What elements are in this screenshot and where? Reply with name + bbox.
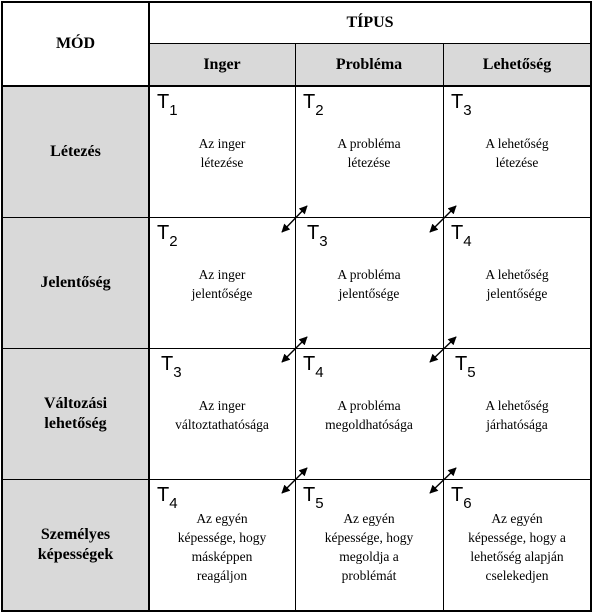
column-header-label: Probléma	[335, 55, 403, 73]
cell-text: A lehetőség jelentősége	[485, 267, 549, 301]
t-label: $T_1$	[157, 91, 178, 119]
cell-text: Az egyén képessége, hogy másképpen reagáljon	[177, 511, 267, 583]
t-label: $T_2$	[303, 91, 324, 119]
double-arrow-icon	[282, 468, 307, 493]
double-arrow-icon	[430, 206, 456, 232]
cell-text: A lehetőség járhatósága	[485, 398, 549, 432]
t-label: $T_6$	[451, 484, 472, 512]
column-header-label: Inger	[203, 55, 241, 73]
t-label: $T_4$	[303, 353, 324, 381]
row-header-label: Változási lehetőség	[43, 394, 108, 432]
double-arrow-icon	[282, 206, 307, 232]
row-header-label: Személyes képességek	[37, 526, 114, 563]
cell-text: A probléma létezése	[337, 136, 401, 170]
cell-text: A probléma megoldhatósága	[325, 398, 413, 432]
cell-text: Az inger változtathatósága	[175, 398, 269, 432]
row-header-label: Jelentőség	[40, 273, 111, 291]
t-label: $T_3$	[451, 91, 472, 119]
t-label: $T_4$	[451, 222, 472, 250]
cell-text: A probléma jelentősége	[337, 267, 401, 301]
cell-text: Az egyén képessége, hogy a lehetőség alapján cselekedjen	[468, 511, 566, 583]
column-header-label: Lehetőség	[482, 55, 552, 73]
t-label: $T_4$	[157, 484, 178, 512]
cell-text: A lehetőség létezése	[485, 136, 549, 170]
cell-text: Az inger jelentősége	[191, 267, 253, 301]
double-arrow-icon	[430, 337, 456, 362]
cell-text: Az inger létezése	[198, 136, 246, 170]
t-label: $T_3$	[161, 353, 182, 381]
t-label: $T_3$	[307, 222, 328, 250]
double-arrow-icon	[282, 337, 307, 362]
mode-header-label: MÓD	[55, 35, 96, 52]
t-label: $T_2$	[157, 222, 178, 250]
double-arrow-icon	[430, 468, 456, 493]
cell-text: Az egyén képessége, hogy megoldja a problémát	[324, 511, 414, 583]
t-label: $T_5$	[455, 353, 476, 381]
row-header-label: Létezés	[50, 142, 101, 160]
type-header-label: TÍPUS	[346, 13, 394, 31]
t-label: $T_5$	[303, 484, 324, 512]
